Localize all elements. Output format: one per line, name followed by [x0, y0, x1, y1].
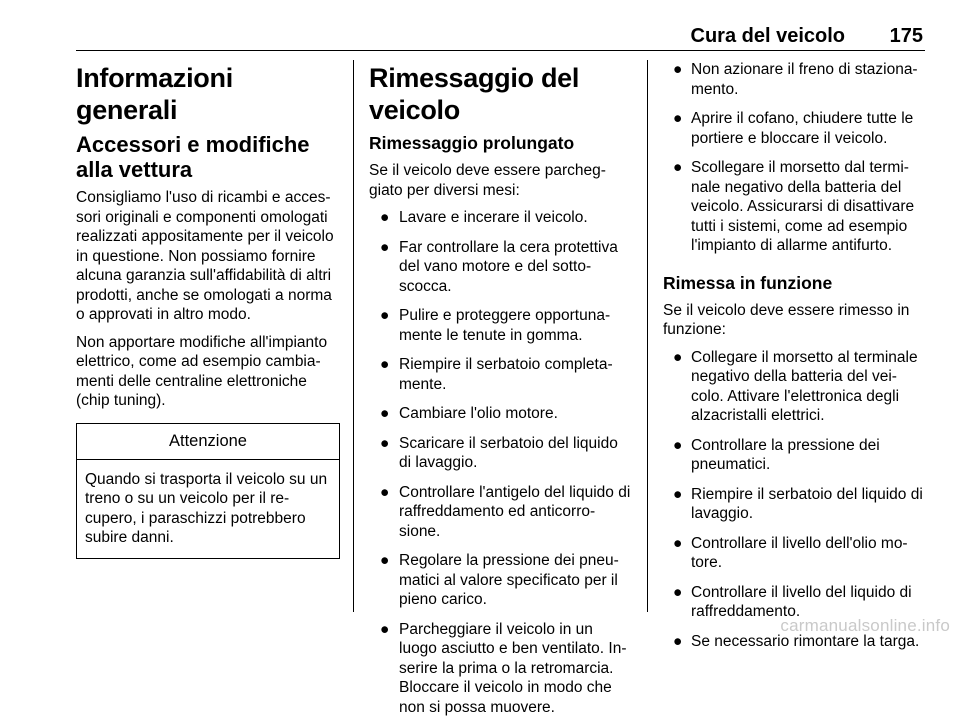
- list-item-text: Pulire e proteggere opportuna-mente le tenute in gomma.: [399, 307, 611, 344]
- list-item-text: Controllare il livello dell'olio mo-tore.: [691, 534, 908, 571]
- bullet-icon: ●: [673, 436, 683, 454]
- subsection-title-long-storage: Rimessaggio prolungato: [369, 133, 575, 153]
- list-item: [369, 620, 633, 718]
- storage-checklist-continued: [663, 60, 925, 256]
- list-item-text: Cambiare l'olio motore.: [399, 405, 558, 422]
- list-item: [663, 436, 925, 475]
- bullet-icon: ●: [380, 620, 390, 638]
- list-item: [369, 355, 633, 394]
- bullet-icon: ●: [673, 110, 683, 127]
- list-item-text: Riempire il serbatoio del liquido di lavaggio.: [691, 485, 923, 522]
- list-item-text: Regolare la pressione dei pneu-matici al valore specificato per il pieno carico.: [399, 552, 619, 608]
- list-item: [369, 306, 633, 345]
- list-item-text: Controllare la pressione dei pneumatici.: [691, 436, 880, 473]
- list-item-text: Controllare il livello del liquido di raffreddamento.: [691, 583, 912, 620]
- list-item: [369, 238, 633, 297]
- return-intro: Se il veicolo deve essere rimesso in funzione:: [663, 301, 910, 338]
- list-item: [663, 60, 925, 99]
- list-item-text: Parcheggiare il veicolo in un luogo asciutto e ben ventilato. In-serire la prima o la retromarcia. Bloccare il veicolo in modo che non si possa muovere.: [399, 620, 627, 716]
- list-item-text: Se necessario rimontare la targa.: [691, 632, 920, 650]
- list-item: [663, 109, 925, 148]
- subsection-title-return-to-service: Rimessa in funzione: [663, 272, 833, 293]
- watermark: carmanualsonline.info: [780, 616, 950, 635]
- list-item: [369, 551, 633, 610]
- list-item: [663, 158, 925, 256]
- bullet-icon: ●: [673, 485, 683, 503]
- column-3: [663, 60, 925, 661]
- list-item: [663, 485, 925, 524]
- column-2: [369, 60, 633, 727]
- paragraph-electrical-modifications: Non apportare modifiche all'impianto elettrico, come ad esempio cambia-menti delle centraline elettroniche (chip tuning).: [76, 333, 328, 409]
- list-item: [369, 483, 633, 542]
- header-section-title: Cura del veicolo: [690, 25, 845, 47]
- bullet-icon: ●: [673, 632, 683, 650]
- bullet-icon: ●: [380, 307, 390, 324]
- list-item-text: Riempire il serbatoio completa-mente.: [399, 356, 613, 393]
- list-item-text: Aprire il cofano, chiudere tutte le portiere e bloccare il veicolo.: [691, 110, 914, 147]
- bullet-icon: ●: [673, 159, 683, 176]
- bullet-icon: ●: [380, 552, 390, 569]
- warning-box: [76, 423, 340, 559]
- list-item-text: Scollegare il morsetto dal termi-nale negativo della batteria del veicolo. Assicurarsi di disattivare tutti i sistemi, come ad esempio l'impianto di allarme antifurto.: [691, 159, 915, 254]
- return-checklist: [663, 348, 925, 652]
- storage-checklist: [369, 208, 633, 717]
- list-item: [663, 348, 925, 426]
- list-item-text: Collegare il morsetto al terminale negativo della batteria del vei-colo. Attivare l'elettronica degli alzacristalli elettrici.: [691, 348, 918, 424]
- bullet-icon: ●: [380, 405, 390, 422]
- list-item-text: Lavare e incerare il veicolo.: [399, 209, 588, 226]
- page-header: [76, 22, 925, 51]
- bullet-icon: ●: [380, 434, 390, 452]
- warning-title: Attenzione: [77, 424, 339, 460]
- bullet-icon: ●: [673, 61, 683, 78]
- column-divider-2: [647, 60, 648, 612]
- bullet-icon: ●: [380, 238, 390, 256]
- list-item: [663, 534, 925, 573]
- column-1: [76, 60, 340, 559]
- storage-intro: Se il veicolo deve essere parcheg-giato per diversi mesi:: [369, 162, 606, 199]
- list-item: [369, 208, 633, 228]
- bullet-icon: ●: [380, 483, 390, 501]
- list-item-text: Controllare l'antigelo del liquido di raffreddamento ed anticorro-sione.: [399, 483, 631, 540]
- list-item: [369, 434, 633, 473]
- section-title-storage: Rimessaggio del veicolo: [369, 63, 580, 125]
- bullet-icon: ●: [673, 534, 683, 552]
- list-item-text: Far controllare la cera protettiva del vano motore e del sotto-scocca.: [399, 238, 618, 295]
- page-number: 175: [889, 25, 923, 47]
- bullet-icon: ●: [673, 348, 683, 366]
- bullet-icon: ●: [380, 209, 390, 226]
- bullet-icon: ●: [380, 356, 390, 373]
- list-item-text: Non azionare il freno di staziona-mento.: [691, 61, 918, 98]
- subsection-title-accessories: Accessori e modifiche alla vettura: [76, 132, 310, 182]
- column-divider-1: [353, 60, 354, 612]
- list-item-text: Scaricare il serbatoio del liquido di lavaggio.: [399, 434, 618, 471]
- warning-body: Quando si trasporta il veicolo su un treno o su un veicolo per il re-cupero, i paraschizzi potrebbero subire danni.: [85, 470, 328, 546]
- paragraph-original-parts: Consigliamo l'uso di ricambi e acces-sori originali e componenti omologati realizzati appositamente per il veicolo in questione. Non possiamo fornire alcuna garanzia sull'affidabilità di altri prodotti, anche se omologati a norma o approvati in altro modo.: [76, 189, 334, 323]
- list-item: [369, 404, 633, 424]
- section-title-general-info: Informazioni generali: [76, 63, 233, 125]
- bullet-icon: ●: [673, 583, 683, 601]
